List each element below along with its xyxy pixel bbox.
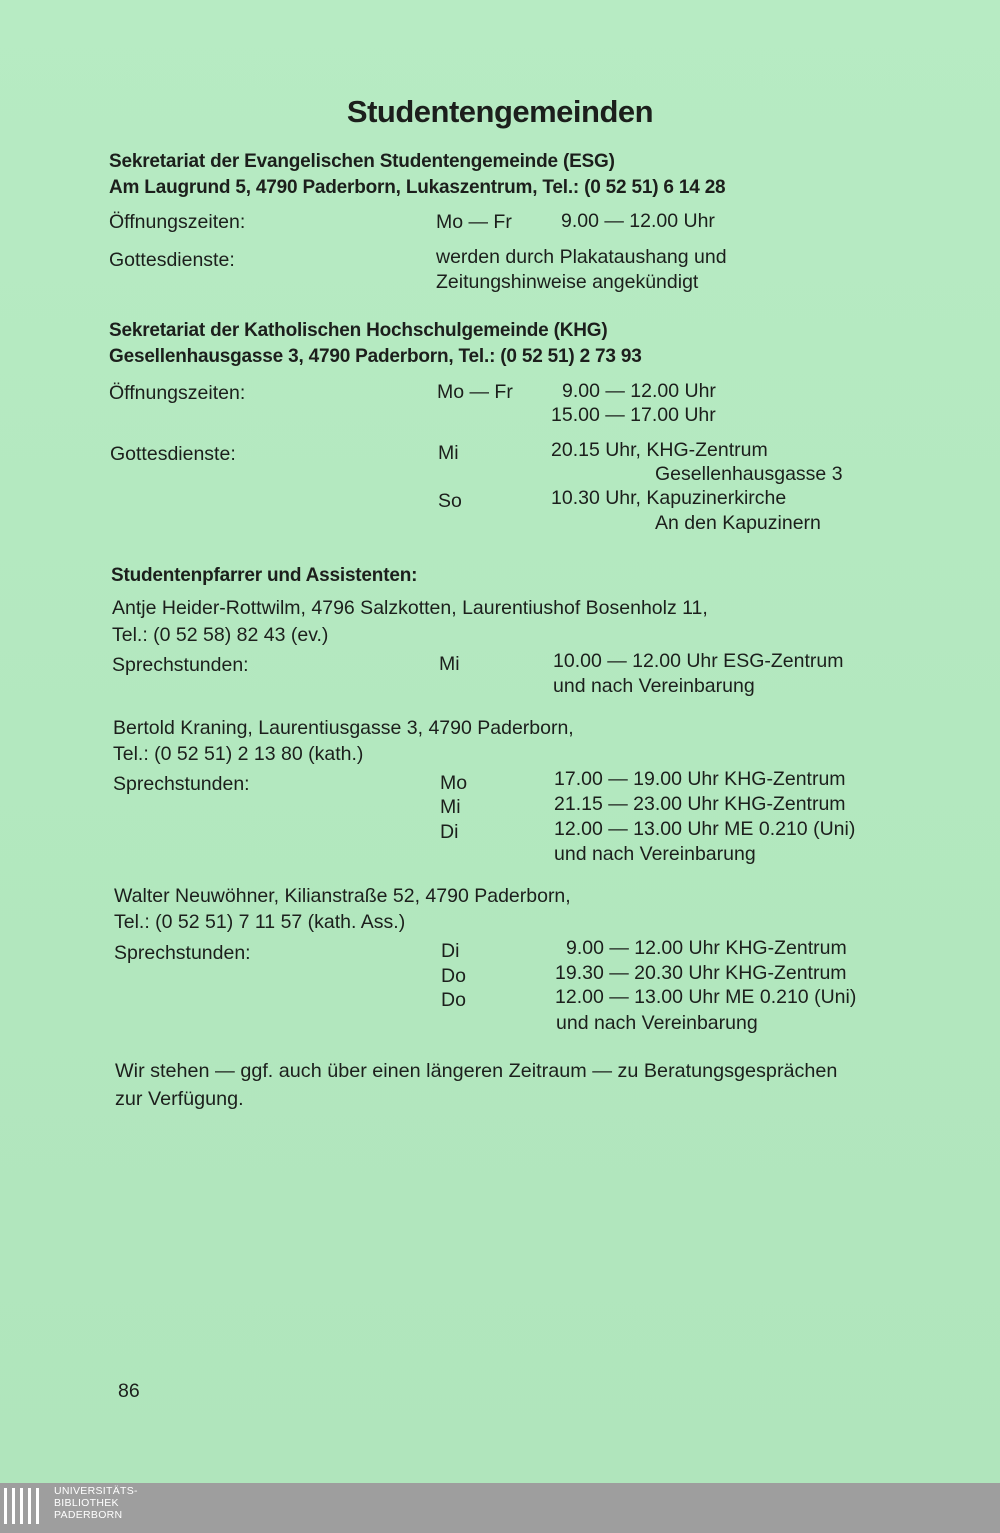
khg-oeffnung-label: Öffnungszeiten: [109, 382, 246, 404]
p3-row-time: 12.00 — 13.00 Uhr ME 0.210 (Uni) [555, 986, 857, 1008]
esg-heading: Sekretariat der Evangelischen Studentengemeinde (ESG) [109, 151, 615, 172]
esg-gottesdienste-text2: Zeitungshinweise angekündigt [436, 271, 699, 293]
p2-extra: und nach Vereinbarung [554, 843, 756, 865]
khg-g1-time: 20.15 Uhr, KHG-Zentrum [551, 439, 768, 461]
khg-address: Gesellenhausgasse 3, 4790 Paderborn, Tel.: (0 52 51) 2 73 93 [109, 346, 642, 367]
p3-row-time: 19.30 — 20.30 Uhr KHG-Zentrum [555, 962, 847, 984]
library-barcode-logo-icon [4, 1488, 39, 1524]
p2-phone: Tel.: (0 52 51) 2 13 80 (kath.) [113, 743, 364, 765]
p1-sprechstunden-label: Sprechstunden: [112, 654, 249, 676]
p1-row-day: Mi [439, 653, 460, 675]
khg-g2-time: 10.30 Uhr, Kapuzinerkirche [551, 487, 787, 509]
p3-sprechstunden-label: Sprechstunden: [114, 942, 251, 964]
esg-gottesdienste-label: Gottesdienste: [109, 249, 235, 271]
p2-row-day: Mo [440, 772, 468, 794]
esg-oeffnung-days: Mo — Fr [436, 211, 512, 233]
esg-oeffnung-label: Öffnungszeiten: [109, 211, 246, 233]
khg-heading: Sekretariat der Katholischen Hochschulgemeinde (KHG) [109, 320, 608, 341]
khg-g1-day: Mi [438, 442, 459, 464]
esg-address: Am Laugrund 5, 4790 Paderborn, Lukaszentrum, Tel.: (0 52 51) 6 14 28 [109, 177, 726, 198]
p2-row-time: 17.00 — 19.00 Uhr KHG-Zentrum [554, 768, 846, 790]
closing-line1: Wir stehen — ggf. auch über einen längeren Zeitraum — zu Beratungsgesprächen [115, 1060, 838, 1082]
p3-row-time: 9.00 — 12.00 Uhr KHG-Zentrum [566, 937, 847, 959]
khg-oeffnung-time2: 15.00 — 17.00 Uhr [551, 404, 716, 426]
p3-row-day: Di [441, 940, 460, 962]
logo-line: PADERBORN [54, 1509, 123, 1521]
p2-row-time: 21.15 — 23.00 Uhr KHG-Zentrum [554, 793, 846, 815]
p2-sprechstunden-label: Sprechstunden: [113, 773, 250, 795]
khg-g1-place: Gesellenhausgasse 3 [655, 463, 843, 485]
p3-address: Walter Neuwöhner, Kilianstraße 52, 4790 Paderborn, [114, 885, 571, 907]
p2-address: Bertold Kraning, Laurentiusgasse 3, 4790 Paderborn, [113, 717, 574, 739]
p1-phone: Tel.: (0 52 58) 82 43 (ev.) [112, 624, 329, 646]
p1-extra: und nach Vereinbarung [553, 675, 755, 697]
page-title: Studentengemeinden [346, 94, 654, 129]
library-logo-text [54, 1485, 138, 1521]
khg-g2-day: So [438, 490, 462, 512]
p1-address: Antje Heider-Rottwilm, 4796 Salzkotten, Laurentiushof Bosenholz 11, [112, 597, 708, 619]
library-footer-bar [0, 1483, 1000, 1533]
khg-oeffnung-time1: 9.00 — 12.00 Uhr [562, 380, 716, 402]
p2-row-day: Mi [440, 796, 461, 818]
p2-row-time: 12.00 — 13.00 Uhr ME 0.210 (Uni) [554, 818, 856, 840]
p3-row-day: Do [441, 965, 466, 987]
khg-g2-place: An den Kapuzinern [655, 512, 821, 534]
pfarrer-heading: Studentenpfarrer und Assistenten: [111, 565, 418, 586]
khg-oeffnung-days: Mo — Fr [437, 381, 513, 403]
closing-line2: zur Verfügung. [115, 1088, 244, 1110]
logo-line: UNIVERSITÄTS- [54, 1485, 138, 1497]
p1-row-time: 10.00 — 12.00 Uhr ESG-Zentrum [553, 650, 844, 672]
logo-line: BIBLIOTHEK [54, 1497, 119, 1509]
khg-gottesdienste-label: Gottesdienste: [110, 443, 236, 465]
page-number: 86 [118, 1380, 140, 1402]
esg-oeffnung-time: 9.00 — 12.00 Uhr [561, 210, 715, 232]
p2-row-day: Di [440, 821, 459, 843]
p3-row-day: Do [441, 989, 466, 1011]
p3-extra: und nach Vereinbarung [556, 1012, 758, 1034]
esg-gottesdienste-text1: werden durch Plakataushang und [436, 246, 727, 268]
p3-phone: Tel.: (0 52 51) 7 11 57 (kath. Ass.) [114, 911, 406, 933]
